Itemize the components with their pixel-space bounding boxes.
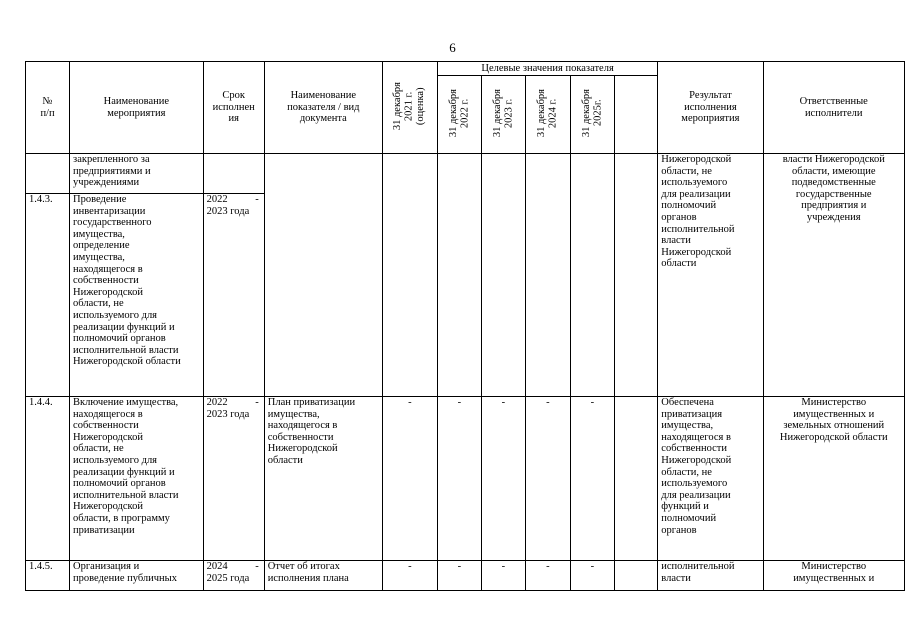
header-term: Срок исполнен ия: [203, 62, 264, 154]
header-spacer: [614, 76, 657, 154]
row-num: 1.4.4.: [26, 397, 70, 561]
row-value-2023: -: [481, 561, 525, 591]
row-term: 2022 - 2023 года: [203, 397, 264, 561]
row-extra: [614, 561, 657, 591]
row-term: 2022 - 2023 года: [203, 194, 264, 397]
header-base-year: 31 декабря 2021 г. (оценка): [382, 62, 437, 154]
table-row: [26, 561, 905, 591]
row-name: закрепленного за предприятиями и учреждениями: [70, 154, 204, 194]
row-indicator: Отчет об итогах исполнения плана: [264, 561, 382, 591]
row-result: Нижегородской области, не используемого для реализации полномочий органов исполнительной власти Нижегородской области: [658, 154, 763, 397]
row-value-2023: [481, 154, 525, 397]
header-year-2024: 31 декабря 2024 г.: [525, 76, 570, 154]
row-value-2022: -: [437, 561, 481, 591]
row-term: [203, 154, 264, 194]
table-row: [26, 397, 905, 561]
row-value-2025: [570, 154, 614, 397]
row-num: 1.4.3.: [26, 194, 70, 397]
row-value-2024: [525, 154, 570, 397]
row-result: исполнительной власти: [658, 561, 763, 591]
table-row: [26, 154, 905, 194]
row-indicator: [264, 154, 382, 397]
row-responsible: Министерство имущественных и: [763, 561, 905, 591]
row-extra: [614, 397, 657, 561]
row-term: 2024 - 2025 года: [203, 561, 264, 591]
header-target-group: Целевые значения показателя: [437, 62, 657, 76]
row-num: 1.4.5.: [26, 561, 70, 591]
page-number: 6: [449, 40, 456, 55]
header-num: № п/п: [26, 62, 70, 154]
row-responsible: власти Нижегородской области, имеющие подведомственные государственные предприятия и учреждения: [763, 154, 905, 397]
row-value-2024: -: [525, 561, 570, 591]
row-value-2022: [437, 154, 481, 397]
row-value-2025: -: [570, 397, 614, 561]
row-num: [26, 154, 70, 194]
row-value-base: -: [382, 397, 437, 561]
header-result: Результат исполнения мероприятия: [658, 62, 763, 154]
header-indicator: Наименование показателя / вид документа: [264, 62, 382, 154]
row-name: Организация и проведение публичных: [70, 561, 204, 591]
row-extra: [614, 154, 657, 397]
row-value-2024: -: [525, 397, 570, 561]
measures-table: [25, 61, 905, 591]
row-value-2022: -: [437, 397, 481, 561]
row-value-base: [382, 154, 437, 397]
row-value-2023: -: [481, 397, 525, 561]
header-name: Наименование мероприятия: [70, 62, 204, 154]
row-name: Проведение инвентаризации государственного имущества, определение имущества, находящегося в собственности Нижегородской области, не используемого для реализации функций и полномочий органов исполнительной власти Нижегородской области: [70, 194, 204, 397]
header-responsible: Ответственные исполнители: [763, 62, 905, 154]
row-indicator: План приватизации имущества, находящегося в собственности Нижегородской области: [264, 397, 382, 561]
row-value-base: -: [382, 561, 437, 591]
row-result: Обеспечена приватизация имущества, находящегося в собственности Нижегородской области, не используемого для реализации функций и полномочий органов: [658, 397, 763, 561]
header-year-2023: 31 декабря 2023 г.: [481, 76, 525, 154]
row-name: Включение имущества, находящегося в собственности Нижегородской области, не используемого для реализации функций и полномочий органов исполнительной власти Нижегородской области, в программу приватизации: [70, 397, 204, 561]
header-year-2022: 31 декабря 2022 г.: [437, 76, 481, 154]
row-value-2025: -: [570, 561, 614, 591]
row-responsible: Министерство имущественных и земельных отношений Нижегородской области: [763, 397, 905, 561]
header-year-2025: 31 декабря 2025г.: [570, 76, 614, 154]
